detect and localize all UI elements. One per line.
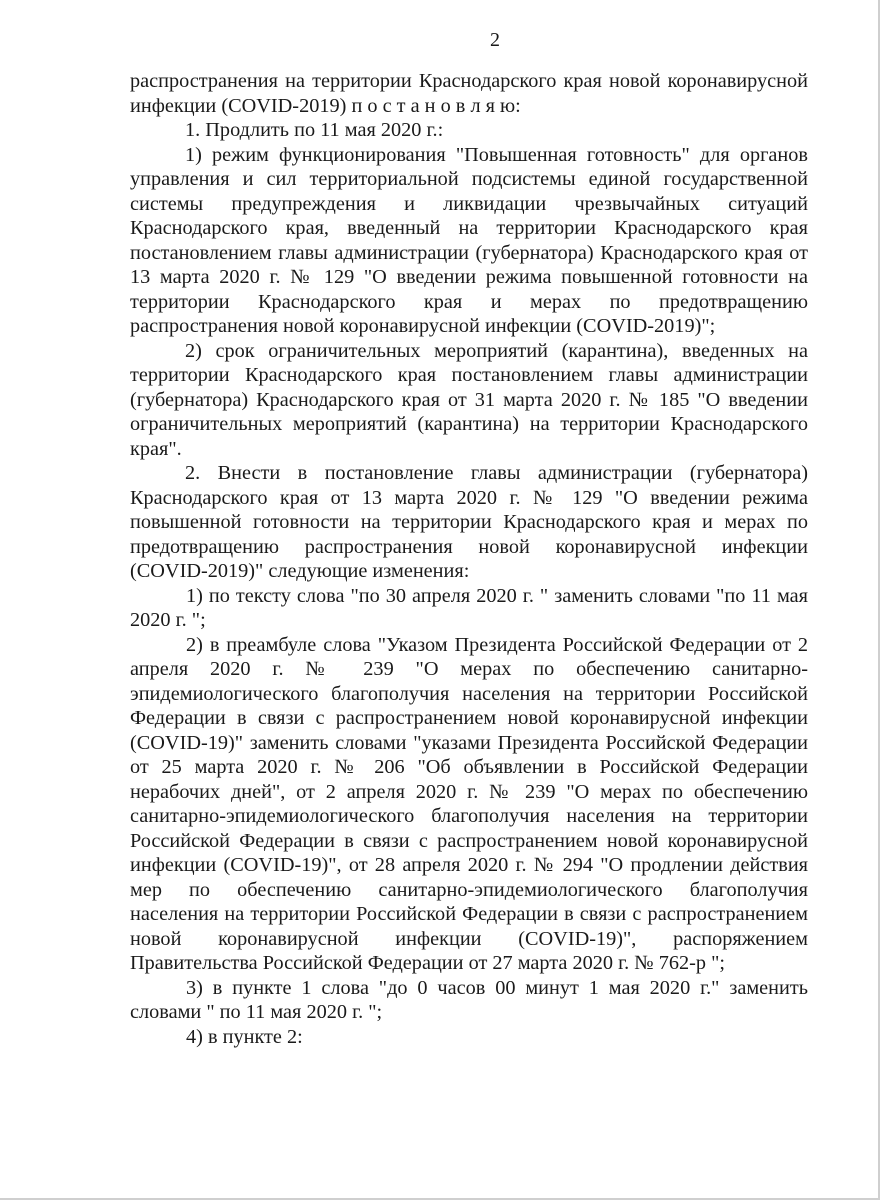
paragraph-item-1-1: 1) режим функционирования "Повышенная готовность" для органов управления и сил территориальной подсистемы единой государственной системы предупреждения и ликвидации чрезвычайных ситуаций Краснодарского края, введенный на территории Краснодарского края постановлением главы администрации (губернатора) Краснодарского края от 13 марта 2020 г. № 129 "О введении режима повышенной готовности на территории Краснодарского края и мерах по предотвращению распространения новой коронавирусной инфекции (COVID-2019)"; bbox=[130, 143, 808, 337]
paragraph-item-2-2: 2) в преамбуле слова "Указом Президента Российской Федерации от 2 апреля 2020 г. № 239 "О мерах по обеспечению санитарно-эпидемиологического благополучия населения на территории Российской Федерации в связи с распространением новой коронавирусной инфекции (COVID-19)" заменить словами "указами Президента Российской Федерации от 25 марта 2020 г. № 206 "Об объявлении в Российской Федерации нерабочих дней", от 2 апреля 2020 г. № 239 "О мерах по обеспечению санитарно-эпидемиологического благополучия населения на территории Российской Федерации в связи с распространением новой коронавирусной инфекции (COVID-19)", от 28 апреля 2020 г. № 294 "О продлении действия мер по обеспечению санитарно-эпидемиологического благополучия населения на территории Российской Федерации в связи с распространением новой коронавирусной инфекции (COVID-19)", распоряжением Правительства Российской Федерации от 27 марта 2020 г. № 762-р "; bbox=[130, 633, 808, 974]
paragraph-item-2-4: 4) в пункте 2: bbox=[186, 1025, 303, 1048]
paragraph-item-2: 2. Внести в постановление главы администрации (губернатора) Краснодарского края от 13 марта 2020 г. № 129 "О введении режима повышенной готовности на территории Краснодарского края и мерах по предотвращению распространения новой коронавирусной инфекции (COVID-2019)" следующие изменения: bbox=[130, 462, 808, 582]
paragraph-item-1: 1. Продлить по 11 мая 2020 г.: bbox=[185, 119, 444, 141]
document-body bbox=[130, 69, 808, 1049]
paragraph-preamble-end: распространения на территории Краснодарского края новой коронавирусной инфекции (COVID-2019) п о с т а н о в л я ю: bbox=[130, 70, 808, 117]
paragraph-item-2-3: 3) в пункте 1 слова "до 0 часов 00 минут 1 мая 2020 г." заменить словами " по 11 мая 2020 г. "; bbox=[130, 976, 808, 1023]
paragraph-item-1-2: 2) срок ограничительных мероприятий (карантина), введенных на территории Краснодарского края постановлением главы администрации (губернатора) Краснодарского края от 31 марта 2020 г. № 185 "О введении ограничительных мероприятий (карантина) на территории Краснодарского края". bbox=[130, 339, 808, 460]
paragraph-item-2-1: 1) по тексту слова "по 30 апреля 2020 г. " заменить словами "по 11 мая 2020 г. "; bbox=[130, 584, 808, 631]
page-number: 2 bbox=[490, 29, 500, 51]
